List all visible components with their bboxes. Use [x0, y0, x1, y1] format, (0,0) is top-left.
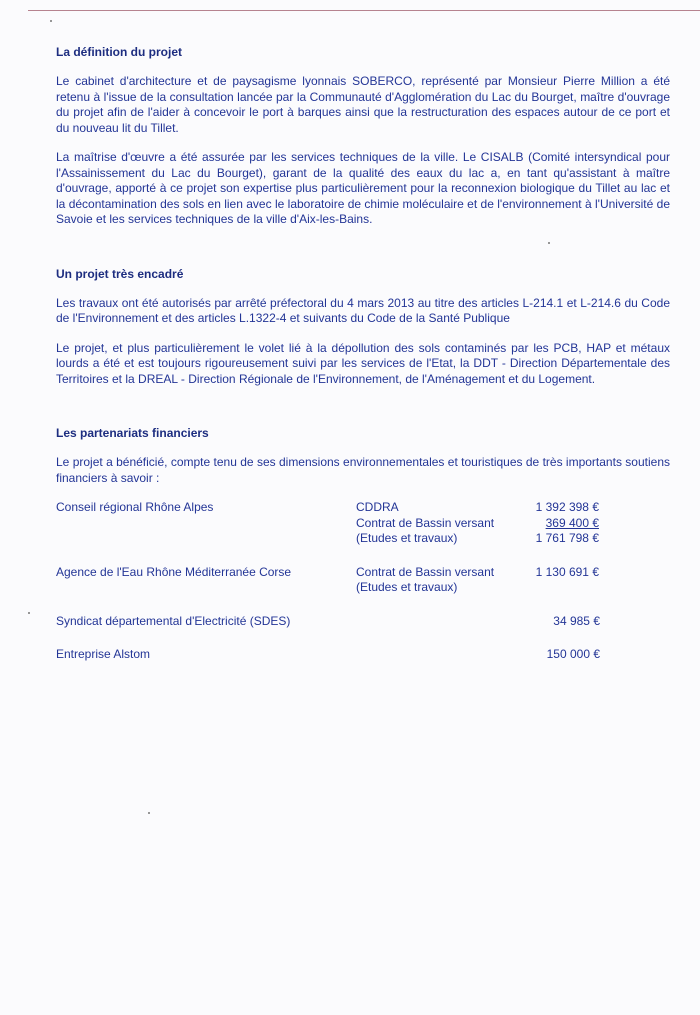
partner-name: Syndicat départemental d'Electricité (SDES) — [56, 613, 291, 628]
partner-lines — [356, 500, 600, 547]
funding-amount — [521, 580, 599, 596]
section-partenariats — [56, 425, 670, 663]
paragraph: Les travaux ont été autorisés par arrêté préfectoral du 4 mars 2013 au titre des articles L-214.1 et L-214.6 du Code de l'Environnement et des articles L.1322-4 et suivants du Code de la Santé Publique — [56, 295, 670, 325]
paragraph: Le projet, et plus particulièrement le volet lié à la dépollution des sols contaminés par les PCB, HAP et métaux lourds a été et est toujours rigoureusement suivi par les services de l'Etat, la DDT - Direction Départementale des Territoires et la DREAL - Direction Régionale de l'Environnement, de l'Aménagement et du Logement. — [56, 340, 670, 386]
section-encadre — [56, 266, 670, 388]
section-definition — [56, 44, 670, 228]
partner-name: Agence de l'Eau Rhône Méditerranée Corse — [56, 564, 292, 579]
funding-total: 1 761 798 € — [535, 531, 599, 545]
funding-line — [356, 516, 600, 532]
top-rule — [28, 10, 700, 11]
funding-amount: 1 130 691 € — [535, 564, 599, 579]
funding-label: (Etudes et travaux) — [356, 580, 458, 594]
funding-amount: 34 985 € — [553, 613, 600, 628]
scan-speck — [50, 20, 52, 22]
scan-speck — [548, 242, 550, 244]
partner-row — [56, 647, 670, 663]
scan-speck — [148, 812, 150, 814]
document-page — [56, 44, 670, 681]
funding-line — [356, 500, 600, 516]
section-title: Un projet très encadré — [56, 266, 184, 281]
partner-name: Entreprise Alstom — [56, 647, 151, 661]
funding-line — [356, 580, 600, 596]
paragraph: Le cabinet d'architecture et de paysagisme lyonnais SOBERCO, représenté par Monsieur Pierre Million a été retenu à l'issue de la consultation lancée par la Communauté d'Agglomération du Lac du Bourget, maître d'ouvrage du projet afin de l'aider à concevoir le port à barques ainsi que la restructuration des espaces autour de ce port et du nouveau lit du Tillet. — [56, 74, 670, 135]
partner-row — [56, 565, 670, 596]
partner-name: Conseil régional Rhône Alpes — [56, 500, 214, 514]
scan-speck — [28, 612, 30, 614]
partner-row — [56, 614, 670, 630]
partner-row — [56, 500, 670, 547]
section-title: La définition du projet — [56, 45, 182, 59]
funding-label: Contrat de Bassin versant — [356, 564, 495, 579]
paragraph: La maîtrise d'œuvre a été assurée par les services techniques de la ville. Le CISALB (Comité intersyndical pour l'Assainissement du Lac du Bourget), garant de la qualité des eaux du lac a, en tant qu'assistant à maître d'ouvrage, apporté à ce projet son expertise plus particulièrement pour la reconnexion biologique du Tillet au lac et la décontamination des sols en lien avec le laboratoire de chimie moléculaire et de l'environnement à l'Université de Savoie et les services techniques de la ville d'Aix-les-Bains. — [56, 150, 670, 226]
funding-amount: 150 000 € — [546, 647, 600, 661]
paragraph: Le projet a bénéficié, compte tenu de ses dimensions environnementales et touristiques de très importants soutiens financiers à savoir : — [56, 455, 670, 485]
funding-amount: 369 400 € — [545, 515, 599, 530]
funding-amount: 1 392 398 € — [535, 500, 599, 514]
funding-label: Contrat de Bassin versant — [356, 515, 495, 530]
funding-label: (Etudes et travaux) — [356, 531, 458, 545]
funding-line — [356, 565, 600, 581]
partner-lines — [356, 565, 600, 596]
section-title: Les partenariats financiers — [56, 426, 209, 440]
funding-line — [356, 531, 600, 547]
funding-label: CDDRA — [356, 500, 399, 514]
